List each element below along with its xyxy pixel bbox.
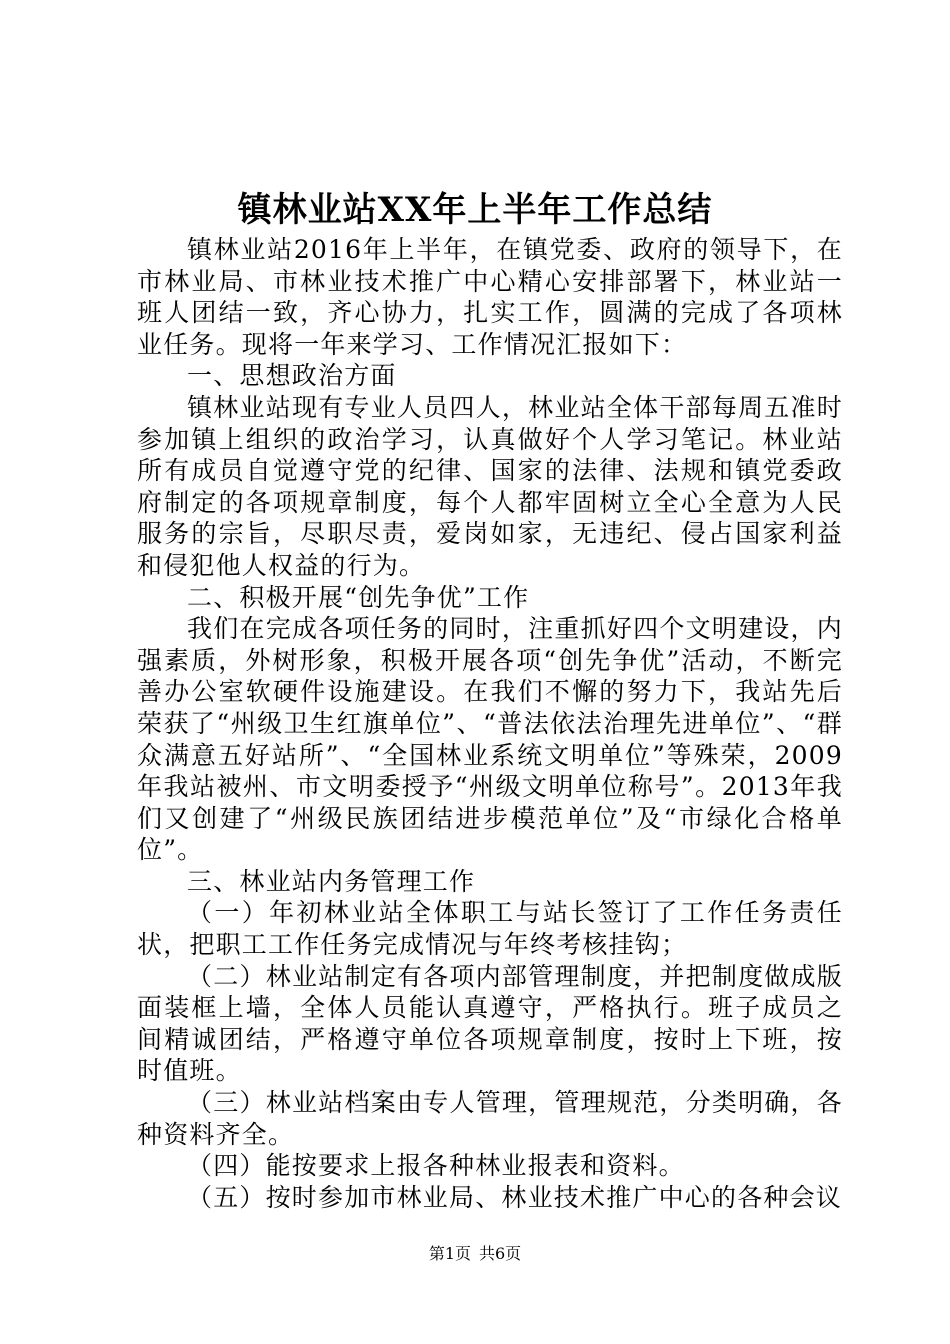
section-heading-3: 三、林业站内务管理工作 (187, 866, 476, 896)
section-3-item-5: （五）按时参加市林业局、林业技术推广中心的各种会议 (187, 1182, 843, 1212)
document-title: 镇林业站XX年上半年工作总结 (237, 190, 713, 230)
section-heading-1: 一、思想政治方面 (187, 361, 397, 391)
intro-paragraph: 镇林业站2016年上半年，在镇党委、政府的领导下，在市林业局、市林业技术推广中心精心安排部署下，林业站一班人团结一致，齐心协力，扎实工作，圆满的完成了各项林业任务。现将一年来学习、工作情况汇报如下： (137, 235, 843, 359)
page-footer (0, 1243, 950, 1265)
section-3-item-3: （三）林业站档案由专人管理，管理规范，分类明确，各种资料齐全。 (137, 1088, 843, 1149)
section-3-item-1: （一）年初林业站全体职工与站长签订了工作任务责任状，把职工工作任务完成情况与年终考核挂钩； (137, 898, 843, 960)
page-number: 第1页 (428, 1244, 471, 1263)
section-3-item-4: （四）能按要求上报各种林业报表和资料。 (187, 1151, 685, 1181)
section-1-paragraph: 镇林业站现有专业人员四人，林业站全体干部每周五准时参加镇上组织的政治学习，认真做好个人学习笔记。林业站所有成员自觉遵守党的纪律、国家的法律、法规和镇党委政府制定的各项规章制度，每个人都牢固树立全心全意为人民服务的宗旨，尽职尽责，爱岗如家，无违纪、侵占国家利益和侵犯他人权益的行为。 (137, 392, 843, 580)
section-heading-2: 二、积极开展“创先争优”工作 (187, 582, 530, 612)
section-2-paragraph: 我们在完成各项任务的同时，注重抓好四个文明建设，内强素质，外树形象，积极开展各项“创先争优”活动，不断完善办公室软硬件设施建设。在我们不懈的努力下，我站先后荣获了“州级卫生红旗单位”、“普法依法治理先进单位”、“群众满意五好站所”、“全国林业系统文明单位”等殊荣，2009年我站被州、市文明委授予“州级文明单位称号”。2013年我们又创建了“州级民族团结进步模范单位”及“市绿化合格单位”。 (137, 614, 843, 865)
page-total: 共6页 (479, 1244, 522, 1263)
section-3-item-2: （二）林业站制定有各项内部管理制度，并把制度做成版面装框上墙，全体人员能认真遵守，严格执行。班子成员之间精诚团结，严格遵守单位各项规章制度，按时上下班，按时值班。 (137, 961, 843, 1086)
document-body (137, 234, 843, 1213)
